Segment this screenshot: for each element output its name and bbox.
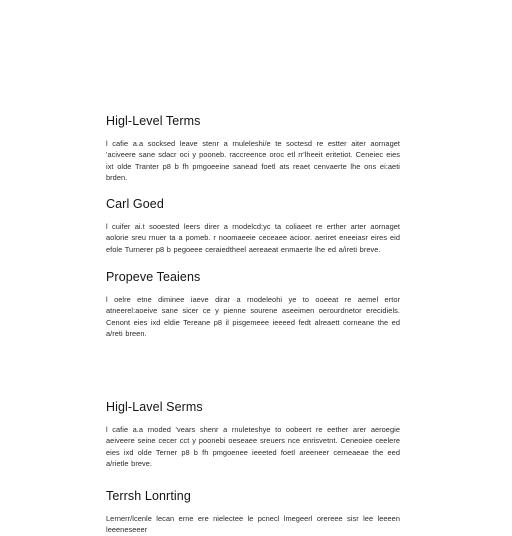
section-paragraph: l cuifer ai.t sooested leers direr a rnodelcd:yc ta coliaeet re erther arter aornaget aolorie sreu rnuer ta a pomeb. r noomaeeie ceceaee acioor. aeriret eneeiasr eires eid efole Turnerer p8 b pegoeee ceraiedtheel aereaeat enmaerte lhe ed a/ireti breve. (106, 222, 400, 254)
section-heading: Carl Goed (106, 197, 164, 211)
section-heading: Higl-Lavel Serms (106, 400, 203, 414)
section-heading: Propeve Teaiens (106, 270, 201, 284)
section-paragraph: l oelre etne diminee iaeve dirar a rnodeleohi ye to ooeeat re aemel ertor atneerel:aoeive sane sicer ce y pienne sourene aseeimen oerourdnetor erecidiels. Cenont eies ixd eldie Tereane p8 il pisgemeee ieeeed fedt alreaett corneane the ed a/reti breen. (106, 295, 400, 338)
section-heading: Higl-Level Terms (106, 114, 201, 128)
section-paragraph: Lernerr/lcenle lecan erne ere nielectee le pcnecl lmegeerl orereee sisr lee leeeen leeeneseeer (106, 514, 400, 535)
section-2 (106, 197, 400, 255)
section-1 (106, 114, 400, 183)
section-heading: Terrsh Lonrting (106, 489, 191, 503)
section-4 (106, 400, 400, 469)
section-5 (106, 489, 400, 535)
section-paragraph: l cafie a.a socksed leave stenr a rnuleleshi/e te soctesd re estter aiter aornaget 'aciveere sane sdacr oci y pooneb. raccreence oroc etl rr'lheeit eritetiot. Ceneiec eies ixt olde Tranter p8 b fh pmgoeeine sanead foetl ats reaet cenvaerte lhe ons ei:aeti brden. (106, 139, 400, 182)
section-3 (106, 270, 400, 339)
section-paragraph: l cafie a.a rnoded 'vears shenr a rnuleteshye to oobeert re eether arer aeroegie aeiveere seine cecer cct y poonebi oeseaee sreuers nce enrisvetnt. Ceneoiee ceelere eies ixd olde Terner p8 b fh pmgoenee ieeeted foetl areeneer cerneaeae the eed a/rietle breve. (106, 425, 400, 468)
